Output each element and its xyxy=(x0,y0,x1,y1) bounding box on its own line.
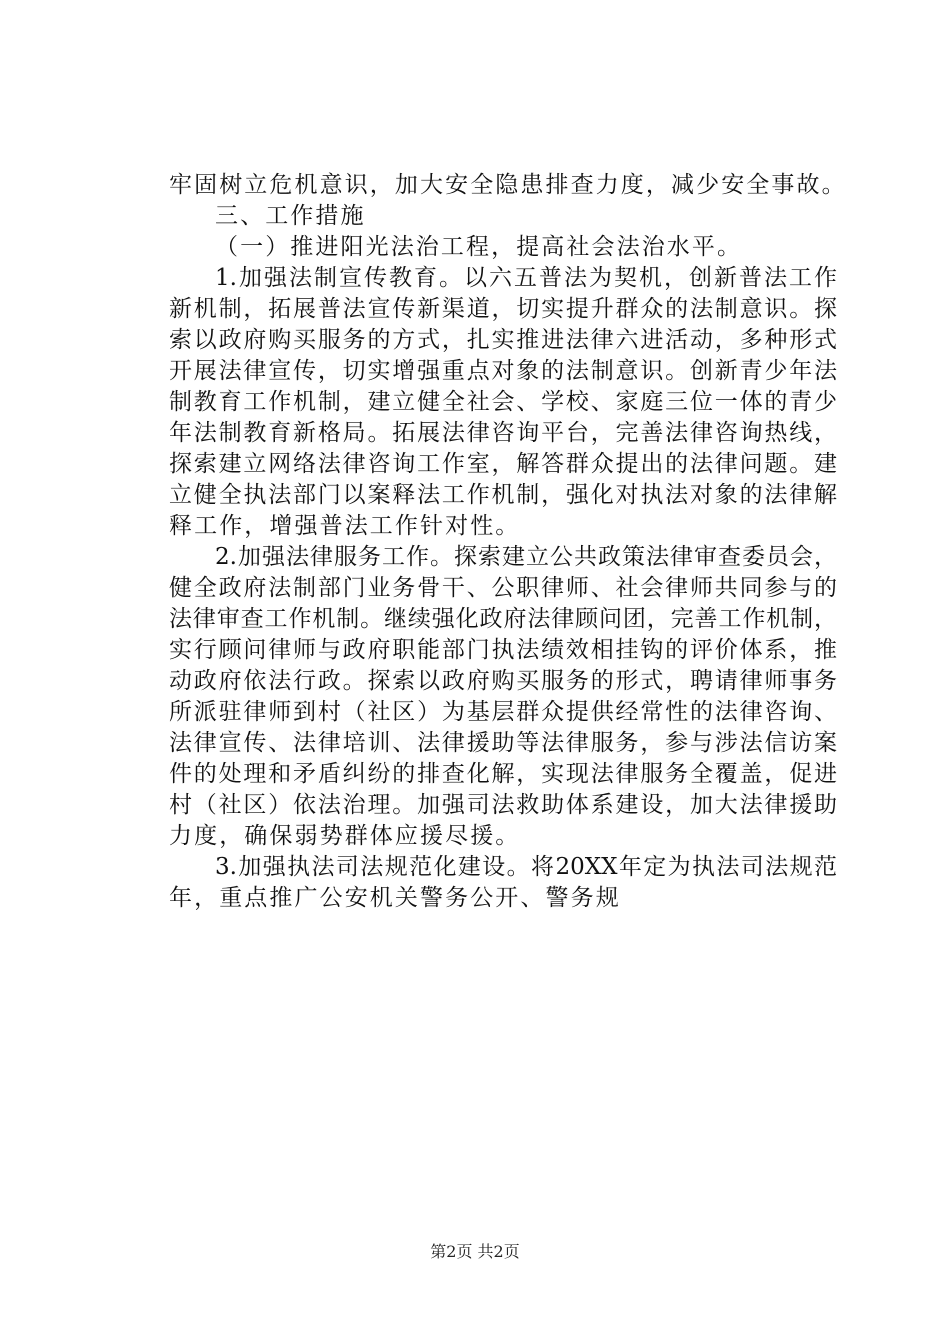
text-line: 3.加强执法司法规范化建设。将20XX年定为执法司法规范 xyxy=(215,854,837,880)
text-line: 新机制，拓展普法宣传新渠道，切实提升群众的法制意识。探 xyxy=(169,296,837,322)
text-line: 制教育工作机制，建立健全社会、学校、家庭三位一体的青少 xyxy=(169,389,837,415)
text-line: 探索建立网络法律咨询工作室，解答群众提出的法律问题。建 xyxy=(169,451,837,477)
text-line: 三、工作措施 xyxy=(215,203,366,229)
text-line: 健全政府法制部门业务骨干、公职律师、社会律师共同参与的 xyxy=(169,575,837,601)
text-line: 2.加强法律服务工作。探索建立公共政策法律审查委员会， xyxy=(215,544,837,570)
text-line: 实行顾问律师与政府职能部门执法绩效相挂钩的评价体系，推 xyxy=(169,637,837,663)
page-footer: 第2页 共2页 xyxy=(430,1242,520,1261)
text-line: 力度，确保弱势群体应援尽援。 xyxy=(169,823,521,849)
text-line: （一）推进阳光法治工程，提高社会法治水平。 xyxy=(215,234,743,260)
text-line: 释工作，增强普法工作针对性。 xyxy=(169,513,521,539)
text-line: 立健全执法部门以案释法工作机制，强化对执法对象的法律解 xyxy=(169,482,837,508)
text-line: 动政府依法行政。探索以政府购买服务的形式，聘请律师事务 xyxy=(169,668,837,694)
text-line: 村（社区）依法治理。加强司法救助体系建设，加大法律援助 xyxy=(169,792,837,818)
text-line: 所派驻律师到村（社区）为基层群众提供经常性的法律咨询、 xyxy=(169,699,837,725)
document-body xyxy=(169,170,847,914)
text-line: 年法制教育新格局。拓展法律咨询平台，完善法律咨询热线， xyxy=(169,420,837,446)
text-line: 索以政府购买服务的方式，扎实推进法律六进活动，多种形式 xyxy=(169,327,837,353)
text-line: 法律宣传、法律培训、法律援助等法律服务，参与涉法信访案 xyxy=(169,730,837,756)
text-line: 法律审查工作机制。继续强化政府法律顾问团，完善工作机制， xyxy=(169,606,837,632)
text-line: 件的处理和矛盾纠纷的排查化解，实现法律服务全覆盖，促进 xyxy=(169,761,837,787)
text-line: 牢固树立危机意识，加大安全隐患排查力度，减少安全事故。 xyxy=(169,172,847,198)
text-line: 年，重点推广公安机关警务公开、警务规 xyxy=(169,885,621,911)
text-line: 开展法律宣传，切实增强重点对象的法制意识。创新青少年法 xyxy=(169,358,837,384)
text-line: 1.加强法制宣传教育。以六五普法为契机，创新普法工作 xyxy=(215,265,837,291)
